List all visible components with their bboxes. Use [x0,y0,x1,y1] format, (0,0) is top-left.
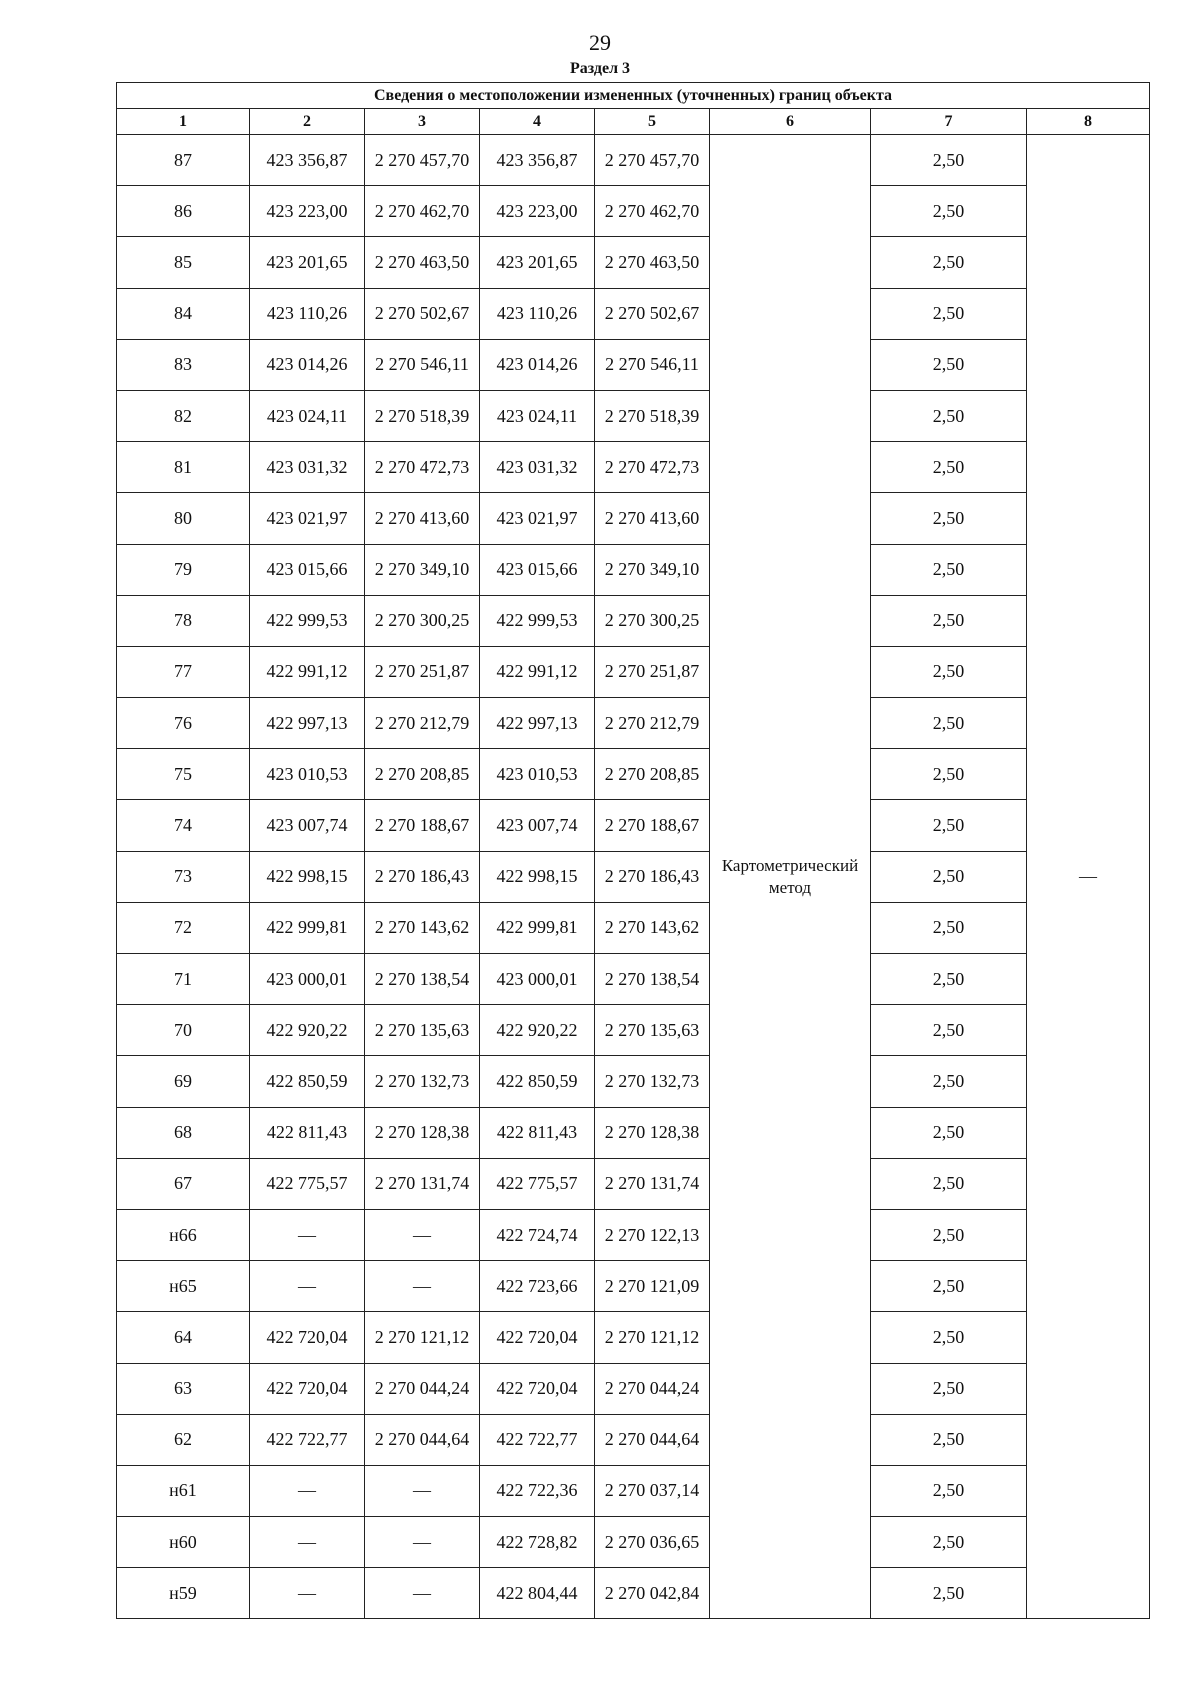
table-row [117,595,1150,646]
y-new-cell: 2 270 208,85 [595,749,710,800]
y-new-cell: 2 270 037,14 [595,1465,710,1516]
point-number-cell: 76 [117,698,250,749]
column-number: 2 [250,109,365,135]
point-number-cell: 84 [117,288,250,339]
table-row [117,800,1150,851]
point-number-cell: 69 [117,1056,250,1107]
y-new-cell: 2 270 044,24 [595,1363,710,1414]
y-new-cell: 2 270 300,25 [595,595,710,646]
x-new-cell: 423 010,53 [480,749,595,800]
point-number-cell: 81 [117,442,250,493]
y-new-cell: 2 270 132,73 [595,1056,710,1107]
x-new-cell: 422 999,53 [480,595,595,646]
table-row [117,493,1150,544]
column-number: 8 [1027,109,1150,135]
column-number: 1 [117,109,250,135]
table-row [117,1363,1150,1414]
y-new-cell: 2 270 044,64 [595,1414,710,1465]
y-old-cell: — [365,1517,480,1568]
x-new-cell: 423 000,01 [480,954,595,1005]
point-number-cell: 77 [117,646,250,697]
point-number-cell: н66 [117,1209,250,1260]
y-new-cell: 2 270 042,84 [595,1568,710,1619]
x-new-cell: 422 804,44 [480,1568,595,1619]
y-old-cell: 2 270 349,10 [365,544,480,595]
precision-cell: 2,50 [871,1568,1027,1619]
column-number: 6 [710,109,871,135]
table-row [117,237,1150,288]
y-new-cell: 2 270 472,73 [595,442,710,493]
table-row [117,954,1150,1005]
x-new-cell: 422 998,15 [480,851,595,902]
point-number-cell: 79 [117,544,250,595]
y-old-cell: 2 270 463,50 [365,237,480,288]
y-new-cell: 2 270 546,11 [595,339,710,390]
table-row [117,1465,1150,1516]
y-new-cell: 2 270 131,74 [595,1158,710,1209]
y-old-cell: 2 270 546,11 [365,339,480,390]
table-row [117,646,1150,697]
point-number-cell: 72 [117,902,250,953]
y-new-cell: 2 270 462,70 [595,186,710,237]
x-old-cell: 422 720,04 [250,1363,365,1414]
y-new-cell: 2 270 212,79 [595,698,710,749]
point-number-cell: 82 [117,390,250,441]
y-old-cell: 2 270 128,38 [365,1107,480,1158]
precision-cell: 2,50 [871,1261,1027,1312]
precision-cell: 2,50 [871,1517,1027,1568]
x-new-cell: 423 110,26 [480,288,595,339]
y-new-cell: 2 270 122,13 [595,1209,710,1260]
x-old-cell: 423 110,26 [250,288,365,339]
x-new-cell: 423 024,11 [480,390,595,441]
precision-cell: 2,50 [871,1363,1027,1414]
x-new-cell: 422 728,82 [480,1517,595,1568]
page-number: 29 [589,30,611,55]
x-old-cell: — [250,1517,365,1568]
x-old-cell: 423 000,01 [250,954,365,1005]
y-old-cell: 2 270 251,87 [365,646,480,697]
x-new-cell: 422 724,74 [480,1209,595,1260]
y-old-cell: 2 270 300,25 [365,595,480,646]
precision-cell: 2,50 [871,186,1027,237]
y-old-cell: 2 270 472,73 [365,442,480,493]
precision-cell: 2,50 [871,1312,1027,1363]
precision-cell: 2,50 [871,339,1027,390]
precision-cell: 2,50 [871,544,1027,595]
x-old-cell: — [250,1209,365,1260]
column-number: 3 [365,109,480,135]
point-number-cell: 64 [117,1312,250,1363]
precision-cell: 2,50 [871,698,1027,749]
x-old-cell: 422 775,57 [250,1158,365,1209]
precision-cell: 2,50 [871,288,1027,339]
point-number-cell: 67 [117,1158,250,1209]
x-old-cell: 422 920,22 [250,1005,365,1056]
point-number-cell: 85 [117,237,250,288]
table-row [117,749,1150,800]
table-row [117,1107,1150,1158]
y-old-cell: 2 270 462,70 [365,186,480,237]
y-old-cell: 2 270 212,79 [365,698,480,749]
table-row [117,851,1150,902]
precision-cell: 2,50 [871,902,1027,953]
table-row [117,1568,1150,1619]
table-row [117,186,1150,237]
table-row [117,1056,1150,1107]
precision-cell: 2,50 [871,851,1027,902]
y-old-cell: 2 270 143,62 [365,902,480,953]
x-new-cell: 423 201,65 [480,237,595,288]
table-row [117,544,1150,595]
point-number-cell: 86 [117,186,250,237]
y-old-cell: — [365,1261,480,1312]
column-number: 5 [595,109,710,135]
x-new-cell: 422 723,66 [480,1261,595,1312]
x-new-cell: 422 722,36 [480,1465,595,1516]
x-new-cell: 423 031,32 [480,442,595,493]
y-new-cell: 2 270 036,65 [595,1517,710,1568]
x-old-cell: 422 999,53 [250,595,365,646]
x-old-cell: 422 722,77 [250,1414,365,1465]
point-number-cell: н65 [117,1261,250,1312]
y-old-cell: 2 270 132,73 [365,1056,480,1107]
point-number-cell: н61 [117,1465,250,1516]
point-number-cell: 62 [117,1414,250,1465]
x-new-cell: 423 356,87 [480,135,595,186]
table-row [117,1517,1150,1568]
x-old-cell: — [250,1465,365,1516]
coordinates-table [116,82,1150,1619]
x-old-cell: 422 850,59 [250,1056,365,1107]
table-row [117,1005,1150,1056]
x-new-cell: 422 722,77 [480,1414,595,1465]
x-old-cell: 423 024,11 [250,390,365,441]
point-number-cell: 75 [117,749,250,800]
y-new-cell: 2 270 349,10 [595,544,710,595]
x-old-cell: 422 999,81 [250,902,365,953]
point-number-cell: 87 [117,135,250,186]
point-number-cell: 63 [117,1363,250,1414]
point-number-cell: 78 [117,595,250,646]
precision-cell: 2,50 [871,954,1027,1005]
x-new-cell: 422 775,57 [480,1158,595,1209]
y-new-cell: 2 270 251,87 [595,646,710,697]
y-old-cell: 2 270 518,39 [365,390,480,441]
x-old-cell: 423 007,74 [250,800,365,851]
point-number-cell: 71 [117,954,250,1005]
precision-cell: 2,50 [871,493,1027,544]
precision-cell: 2,50 [871,1465,1027,1516]
precision-cell: 2,50 [871,800,1027,851]
y-old-cell: 2 270 186,43 [365,851,480,902]
method-cell: Картометрический метод [710,135,871,1619]
point-number-cell: 68 [117,1107,250,1158]
y-old-cell: 2 270 138,54 [365,954,480,1005]
precision-cell: 2,50 [871,442,1027,493]
point-number-cell: 74 [117,800,250,851]
y-old-cell: 2 270 208,85 [365,749,480,800]
x-old-cell: 423 031,32 [250,442,365,493]
y-old-cell: 2 270 131,74 [365,1158,480,1209]
x-old-cell: 423 014,26 [250,339,365,390]
y-new-cell: 2 270 518,39 [595,390,710,441]
table-row [117,1209,1150,1260]
x-old-cell: — [250,1261,365,1312]
y-old-cell: 2 270 121,12 [365,1312,480,1363]
x-new-cell: 422 720,04 [480,1312,595,1363]
y-new-cell: 2 270 457,70 [595,135,710,186]
x-old-cell: 423 015,66 [250,544,365,595]
y-new-cell: 2 270 413,60 [595,493,710,544]
y-new-cell: 2 270 463,50 [595,237,710,288]
precision-cell: 2,50 [871,390,1027,441]
table-row [117,288,1150,339]
x-old-cell: 423 223,00 [250,186,365,237]
y-old-cell: — [365,1568,480,1619]
precision-cell: 2,50 [871,1209,1027,1260]
y-new-cell: 2 270 502,67 [595,288,710,339]
column-number: 4 [480,109,595,135]
table-row [117,1158,1150,1209]
x-new-cell: 423 223,00 [480,186,595,237]
precision-cell: 2,50 [871,237,1027,288]
y-old-cell: 2 270 457,70 [365,135,480,186]
precision-cell: 2,50 [871,1107,1027,1158]
x-old-cell: 423 201,65 [250,237,365,288]
precision-cell: 2,50 [871,1056,1027,1107]
table-row [117,1312,1150,1363]
x-old-cell: 422 998,15 [250,851,365,902]
precision-cell: 2,50 [871,135,1027,186]
table-row [117,698,1150,749]
x-old-cell: — [250,1568,365,1619]
point-number-cell: 83 [117,339,250,390]
x-old-cell: 423 010,53 [250,749,365,800]
precision-cell: 2,50 [871,1414,1027,1465]
precision-cell: 2,50 [871,749,1027,800]
y-new-cell: 2 270 121,09 [595,1261,710,1312]
x-new-cell: 422 920,22 [480,1005,595,1056]
y-old-cell: 2 270 188,67 [365,800,480,851]
table-row [117,442,1150,493]
precision-cell: 2,50 [871,1158,1027,1209]
y-new-cell: 2 270 138,54 [595,954,710,1005]
y-old-cell: 2 270 135,63 [365,1005,480,1056]
point-number-cell: 70 [117,1005,250,1056]
y-new-cell: 2 270 128,38 [595,1107,710,1158]
table-row [117,1414,1150,1465]
y-new-cell: 2 270 143,62 [595,902,710,953]
x-old-cell: 422 811,43 [250,1107,365,1158]
y-new-cell: 2 270 188,67 [595,800,710,851]
precision-cell: 2,50 [871,1005,1027,1056]
table-row [117,135,1150,186]
x-old-cell: 423 021,97 [250,493,365,544]
y-new-cell: 2 270 186,43 [595,851,710,902]
precision-cell: 2,50 [871,646,1027,697]
table-row [117,1261,1150,1312]
description-cell: — [1027,135,1150,1619]
y-old-cell: — [365,1209,480,1260]
x-new-cell: 422 720,04 [480,1363,595,1414]
y-old-cell: 2 270 413,60 [365,493,480,544]
y-new-cell: 2 270 135,63 [595,1005,710,1056]
section-label: Раздел 3 [569,60,631,77]
point-number-cell: н59 [117,1568,250,1619]
x-new-cell: 422 997,13 [480,698,595,749]
x-new-cell: 423 015,66 [480,544,595,595]
precision-cell: 2,50 [871,595,1027,646]
x-new-cell: 423 021,97 [480,493,595,544]
y-old-cell: 2 270 044,64 [365,1414,480,1465]
x-old-cell: 422 991,12 [250,646,365,697]
point-number-cell: н60 [117,1517,250,1568]
point-number-cell: 73 [117,851,250,902]
x-new-cell: 422 991,12 [480,646,595,697]
x-new-cell: 422 999,81 [480,902,595,953]
x-new-cell: 423 014,26 [480,339,595,390]
x-old-cell: 422 720,04 [250,1312,365,1363]
table-row [117,339,1150,390]
x-new-cell: 423 007,74 [480,800,595,851]
x-new-cell: 422 850,59 [480,1056,595,1107]
x-old-cell: 423 356,87 [250,135,365,186]
point-number-cell: 80 [117,493,250,544]
y-new-cell: 2 270 121,12 [595,1312,710,1363]
table-title: Сведения о местоположении измененных (уточненных) границ объекта [117,83,1150,109]
y-old-cell: 2 270 044,24 [365,1363,480,1414]
x-new-cell: 422 811,43 [480,1107,595,1158]
table-row [117,390,1150,441]
column-number: 7 [871,109,1027,135]
x-old-cell: 422 997,13 [250,698,365,749]
table-row [117,902,1150,953]
y-old-cell: — [365,1465,480,1516]
y-old-cell: 2 270 502,67 [365,288,480,339]
